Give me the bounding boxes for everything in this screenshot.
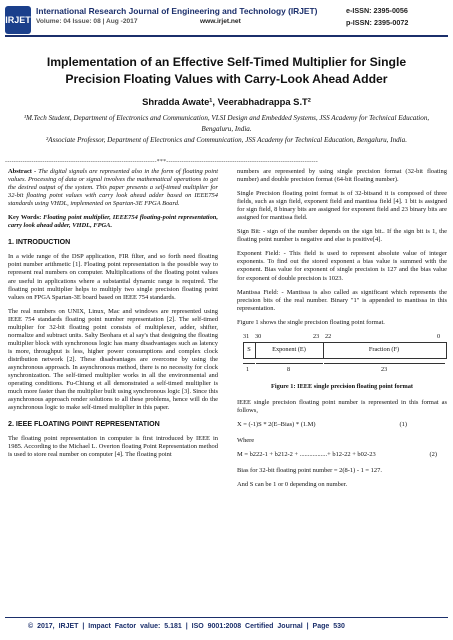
equation-2-body: M = b222-1 + b212-2 + .................+ b12-22 + b02-23: [237, 450, 376, 458]
left-column: [8, 168, 218, 465]
section-heading-introduction: 1. INTRODUCTION: [8, 238, 71, 247]
volume-issue: Volume: 04 Issue: 08 | Aug -2017: [36, 18, 138, 25]
paragraph: IEEE single precision floating point number is represented in this format as follows,: [237, 398, 447, 414]
equation-1: [237, 421, 447, 429]
bit-label-22: 22: [325, 332, 332, 340]
paragraph: In a wide range of the DSP application, FIR filter, and so forth need floating point number arithmetic [1]. Floating point representation is the possible way to represent real numbers on computer. Multiplications of the floating point values are useful in applications where a substantial dynamic range is required. The floating point multiplier helps to multiply two single precision floating point values on FPGA Spartan-3E board based on IEEE 754 standards.: [8, 253, 218, 301]
paragraph: Figure 1 shows the single precision floating point format.: [237, 318, 385, 326]
affiliation-2: ²Associate Professor, Department of Electronics and Communication, JSS Academy for Technical Education, Bengaluru, India.: [46, 136, 407, 144]
paper-title: Implementation of an Effective Self-Timed Multiplier for Single Precision Floating Values with Carry-Look Ahead Adder: [46, 55, 407, 86]
figure-caption: Figure 1: IEEE single precision floating point format: [271, 382, 413, 390]
equation-2: [237, 451, 447, 459]
width-arrow-fraction: [324, 363, 445, 364]
right-column: [237, 168, 447, 495]
journal-name: International Research Journal of Engineering and Technology (IRJET): [36, 6, 318, 16]
where-label: Where: [237, 436, 255, 444]
float-format-figure: [237, 333, 447, 381]
journal-logo: IRJET: [5, 6, 31, 34]
paragraph: Sign Bit: - sign of the number depends on the sign bit.. If the sign bit is 1, the floating point number is negative and else is positive[4].: [237, 228, 447, 244]
paragraph: Single Precision floating point format is of 32-bitsand it is composed of three fields, such as sign field, exponent field and mantissa field [4]. 1 bit is assigned for sign field, 8 binary bits are assigned for exponent field and 23 binary bits are assigned for mantissa field.: [237, 190, 447, 222]
width-label-sign: 1: [246, 365, 250, 373]
equation-1-number: (1): [399, 420, 407, 428]
width-arrow-exponent: [256, 363, 323, 364]
sign-field: S: [247, 345, 251, 353]
equation-1-body: X = (-1)S * 2(E–Bias) * (1.M): [237, 420, 316, 428]
footer-rule: [5, 617, 448, 618]
paragraph: numbers are represented by using single precision format (32-bit floating number) and double precision format (64-bit floating number).: [237, 168, 447, 184]
paragraph: Exponent Field: - This field is used to represent absolute value of integer exponents. To find out the stored exponent a bias value is summed with the exponent. Bias value for exponent of single precision is 127 and the bias value for exponent of double precision is 1023.: [237, 250, 447, 282]
abstract-text: The digital signals are represented also in the form of floating point values. Processing of data or signal involves the mathematical operations to get the desired output of the system. This paper presents a self-timed multiplier for 32-bit floating point values with carry look ahead adder based on IEEE754 standards using VHDL, implemented on Spartan-3E FPGA Board.: [8, 168, 218, 208]
width-label-exponent: 8: [287, 365, 291, 373]
bit-label-31: 31: [243, 332, 250, 340]
equation-2-number: (2): [429, 450, 437, 458]
keywords: [8, 214, 218, 230]
eissn: e-ISSN: 2395-0056: [346, 6, 408, 15]
affiliation-1: ¹M.Tech Student, Department of Electronics and Communication, VLSI Design and Embedded Systems, JSS Academy for Technical Education, Bengaluru, India.: [23, 114, 430, 133]
bit-label-23: 23: [313, 332, 320, 340]
page-footer: © 2017, IRJET | Impact Factor value: 5.181 | ISO 9001:2008 Certified Journal | Page 530: [28, 623, 345, 630]
journal-website[interactable]: www.irjet.net: [200, 18, 241, 25]
paragraph: And S can be 1 or 0 depending on number.: [237, 481, 348, 489]
paragraph: Bias for 32-bit floating point number = 2(8-1) - 1 = 127.: [237, 467, 382, 475]
bit-label-30: 30: [255, 332, 262, 340]
fraction-field: Fraction (F): [368, 345, 400, 353]
paragraph: The floating point representation in computer is first introduced by IEEE in 1985. According to the Michael L. Overton floating Point Representation method is used to store real number on computer [4]. The floating point: [8, 435, 218, 459]
abstract-label: Abstract -: [8, 168, 37, 175]
pissn: p-ISSN: 2395-0072: [346, 18, 409, 27]
section-separator: ---------------------------------------------------------------------***---------------------------------------------------------------------: [5, 159, 318, 165]
paper-authors: Shradda Awate¹, Veerabhadrappa S.T²: [142, 96, 311, 107]
section-heading-ieee: 2. IEEE FLOATING POINT REPRESENTATION: [8, 420, 160, 429]
width-arrow-sign: [243, 363, 255, 364]
keywords-label: Key Words:: [8, 214, 42, 222]
exponent-field: Exponent (E): [272, 345, 306, 353]
bit-label-0: 0: [437, 332, 441, 340]
header-rule: [5, 35, 448, 37]
width-label-fraction: 23: [381, 365, 388, 373]
keywords-text: Floating point multiplier, IEEE754 floating-point representation, carry look ahead adder, VHDL, FPGA.: [8, 214, 218, 230]
paragraph: The real numbers on UNIX, Linux, Mac and windows are represented using IEEE 754 standards floating point number representation [2]. The self-timed multiplier for 32-bit floating point consists of multiplexer, adder, shifter, normalize and subtract units. Salty Beohara et al say's that designing the floating multiplier block with synchronous logic has many disadvantages such as latency is more, throughput is less, higher power consumptions and complex clock distribution network [2]. These disadvantages are overcome by using the asynchronous approach. In asynchronous method, there is no necessity for clock synchronization. The self-timed multiplier works in all the environmental and operating conditions. Fu-Chiung et all demonstrated a self-timed multiplier is much more faster than the multiplier built using synchronous logic [3]. Since this asynchronous approach render solutions to all these problems, hence will do the asynchronous logic to make self-timed multiplier in this paper.: [8, 307, 218, 412]
paragraph: Mantissa Field: - Mantissa is also called as significant which represents the precision bits of the real number. Binary "1" is appended to mantissa in this representation.: [237, 288, 447, 312]
abstract: [8, 168, 218, 208]
